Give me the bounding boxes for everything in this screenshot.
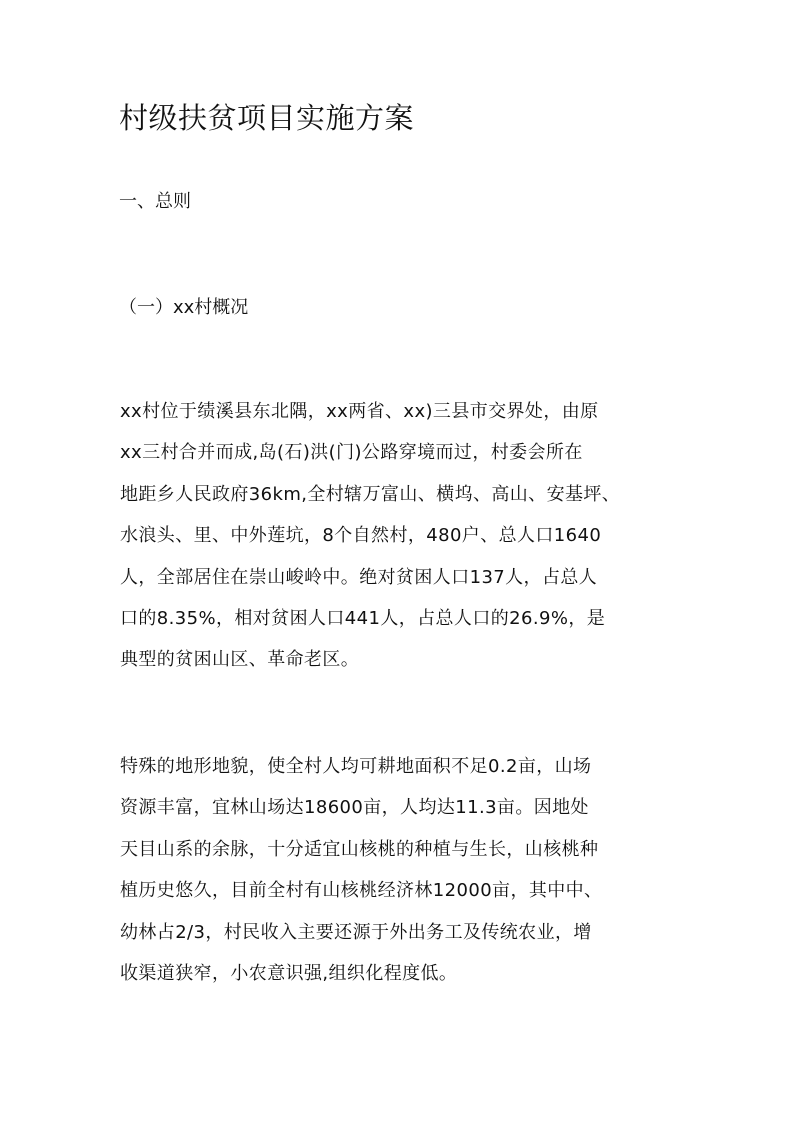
paragraph-line: 口的8.35%，相对贫困人口441人，占总人口的26.9%，是 (120, 607, 606, 629)
paragraph-terrain-resources (120, 755, 680, 1003)
paragraph-line: 地距乡人民政府36km,全村辖万富山、横坞、高山、安基坪、 (120, 483, 621, 505)
paragraph-village-overview (120, 400, 680, 690)
paragraph-line: 收渠道狭窄，小农意识强,组织化程度低。 (120, 962, 458, 984)
paragraph-line: 资源丰富，宜林山场达18600亩，人均达11.3亩。因地处 (120, 797, 589, 819)
subsection-heading: （一）xx村概况 (119, 297, 249, 318)
paragraph-line: xx三村合并而成,岛(石)洪(门)公路穿境而过，村委会所在 (120, 442, 583, 464)
document-title: 村级扶贫项目实施方案 (119, 101, 415, 135)
paragraph-line: 特殊的地形地貌，使全村人均可耕地面积不足0.2亩，山场 (120, 756, 592, 777)
paragraph-line: 水浪头、里、中外莲坑，8个自然村，480户、总人口1640 (120, 525, 602, 547)
paragraph-line: 人，全部居住在崇山峻岭中。绝对贫困人口137人，占总人 (120, 566, 598, 588)
section-heading: 一、总则 (119, 191, 191, 212)
paragraph-line: 幼林占2/3，村民收入主要还源于外出务工及传统农业，增 (120, 921, 592, 943)
paragraph-line: 典型的贫困山区、革命老区。 (120, 649, 360, 671)
paragraph-line: xx村位于绩溪县东北隅，xx两省、xx)三县市交界处，由原 (120, 401, 599, 422)
paragraph-line: 天目山系的余脉，十分适宜山核桃的种植与生长，山核桃种 (120, 838, 599, 860)
paragraph-line: 植历史悠久，目前全村有山核桃经济林12000亩，其中中、 (120, 880, 603, 902)
